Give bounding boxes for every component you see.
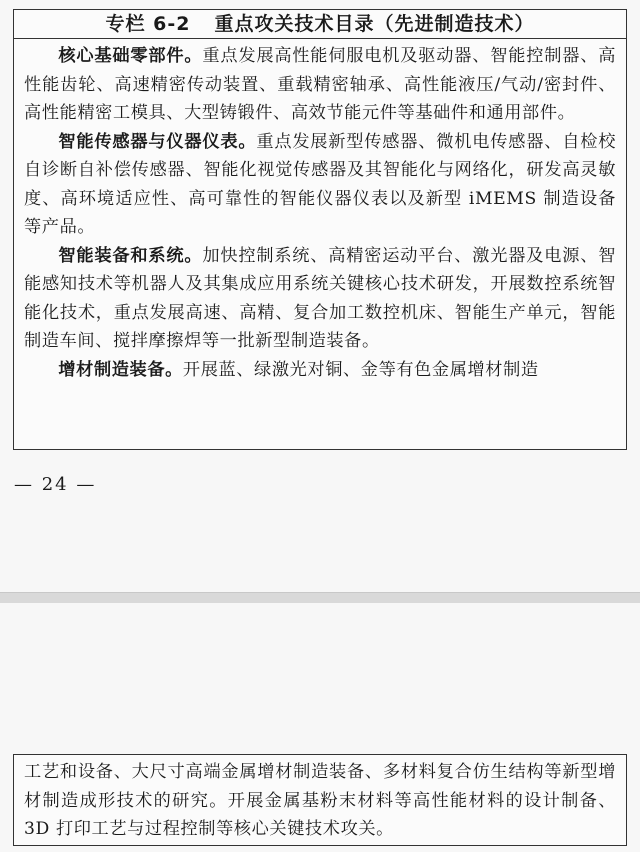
column-body-continued [14, 755, 626, 844]
paragraph-text: 重点发展高性能伺服电机及驱动器、智能控制器、高性能齿轮、高速精密传动装置、重载精密轴承、高性能液压/气动/密封件、高性能精密工模具、大型铸锻件、高效节能元件等基础件和通用部件。 [24, 46, 616, 123]
paragraph-text: 加快控制系统、高精密运动平台、激光器及电源、智能感知技术等机器人及其集成应用系统关键核心技术研发，开展数控系统智能化技术，重点发展高速、高精、复合加工数控机床、智能生产单元，智能制造车间、搅拌摩擦焊等一批新型制造装备。 [24, 245, 616, 351]
column-title-text: 重点攻关技术目录（先进制造技术） [214, 13, 535, 35]
column-box [13, 9, 627, 450]
paragraph-continuation: 工艺和设备、大尺寸高端金属增材制造装备、多材料复合仿生结构等新型增材制造成形技术的研究。开展金属基粉末材料等高性能材料的设计制备、3D 打印工艺与过程控制等核心关键技术攻关。 [24, 762, 616, 839]
paragraph-heading: 核心基础零部件。 [58, 46, 203, 66]
paragraph-heading: 智能装备和系统。 [58, 245, 203, 266]
paragraph-core-components [24, 42, 616, 128]
paragraph-smart-equipment [24, 242, 616, 356]
column-number: 专栏 6-2 [105, 13, 191, 35]
column-box-continued [13, 754, 627, 846]
column-title [14, 10, 626, 39]
paragraph-text: 开展蓝、绿激光对铜、金等有色金属增材制造 [182, 359, 539, 380]
paragraph-smart-sensors [24, 128, 616, 242]
paragraph-heading: 智能传感器与仪器仪表。 [58, 131, 257, 152]
paragraph-heading: 增材制造装备。 [58, 359, 183, 380]
column-body [14, 39, 626, 384]
paragraph-text: 重点发展新型传感器、微机电传感器、自检校自诊断自补偿传感器、智能化视觉传感器及其智能化与网络化，研发高灵敏度、高环境适应性、高可靠性的智能仪器仪表以及新型 iMEMS 制造设备等产品。 [24, 131, 616, 237]
paragraph-additive-manufacturing [24, 356, 616, 385]
page-number: — 24 — [14, 474, 97, 495]
